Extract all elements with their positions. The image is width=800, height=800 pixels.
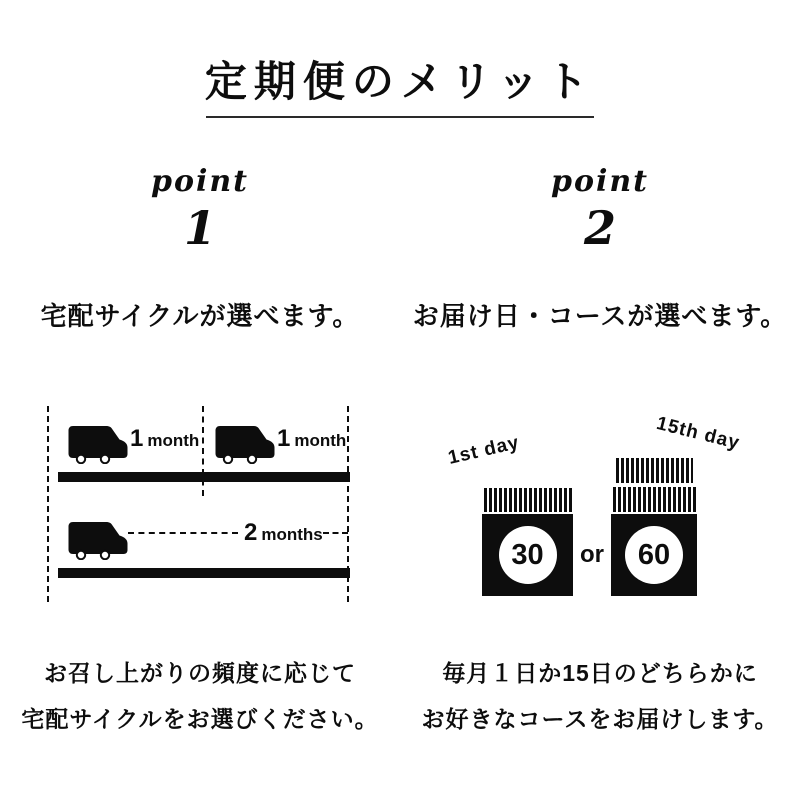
cycle-unit: month xyxy=(147,431,200,450)
cycle-value: 1 xyxy=(277,425,291,452)
course-30-circle xyxy=(499,526,557,584)
cycle-dashed-line xyxy=(128,532,238,534)
fifteenth-day-label: 15th day xyxy=(654,413,742,454)
cycle-value: 1 xyxy=(130,425,144,452)
cycle-unit: months xyxy=(261,525,323,544)
first-day-label: 1st day xyxy=(446,432,522,469)
cycle-value: 2 xyxy=(244,519,258,546)
calendar-binding-stripes xyxy=(484,488,572,512)
cycle-label-1month-b xyxy=(277,425,346,453)
point-2-caption xyxy=(400,650,800,742)
calendar-binding-stripes xyxy=(616,458,693,483)
course-30-value: 30 xyxy=(511,538,544,571)
cycle-dashed-line xyxy=(323,532,348,534)
cycle-label-2months xyxy=(244,519,323,547)
title-underline xyxy=(206,116,594,118)
delivery-truck-icon xyxy=(66,424,130,464)
delivery-day-course-diagram xyxy=(420,398,780,628)
timeline-guide-left xyxy=(47,406,49,602)
delivery-truck-icon xyxy=(213,424,277,464)
caption-line: お好きなコースをお届けします。 xyxy=(421,706,779,732)
course-30-badge xyxy=(482,514,573,596)
timeline-road-bottom xyxy=(58,568,350,578)
point-1-block xyxy=(0,162,400,254)
delivery-truck-icon xyxy=(66,520,130,560)
timeline-road-top xyxy=(58,472,350,482)
page-title: 定期便のメリット xyxy=(204,58,596,105)
or-label: or xyxy=(580,541,604,568)
caption-line: 毎月１日か15日のどちらかに xyxy=(442,660,758,686)
point-2-block xyxy=(400,162,800,254)
delivery-cycle-diagram xyxy=(30,398,370,628)
course-60-badge xyxy=(611,514,697,596)
calendar-binding-stripes xyxy=(613,487,697,512)
caption-line: お召し上がりの頻度に応じて xyxy=(44,660,356,686)
caption-line: 宅配サイクルをお選びください。 xyxy=(21,706,379,732)
point-2-number: 2 xyxy=(583,201,616,255)
point-2-heading: お届け日・コースが選べます。 xyxy=(412,301,788,331)
point-1-label: point xyxy=(150,164,250,199)
course-60-value: 60 xyxy=(637,538,671,571)
cycle-label-1month-a xyxy=(130,425,199,453)
cycle-unit: month xyxy=(294,431,347,450)
course-60-circle xyxy=(625,526,683,584)
point-1-caption xyxy=(0,650,400,742)
timeline-guide-center xyxy=(202,406,204,496)
point-1-heading: 宅配サイクルが選べます。 xyxy=(40,301,360,331)
point-1-number: 1 xyxy=(183,201,216,255)
point-2-label: point xyxy=(550,164,650,199)
